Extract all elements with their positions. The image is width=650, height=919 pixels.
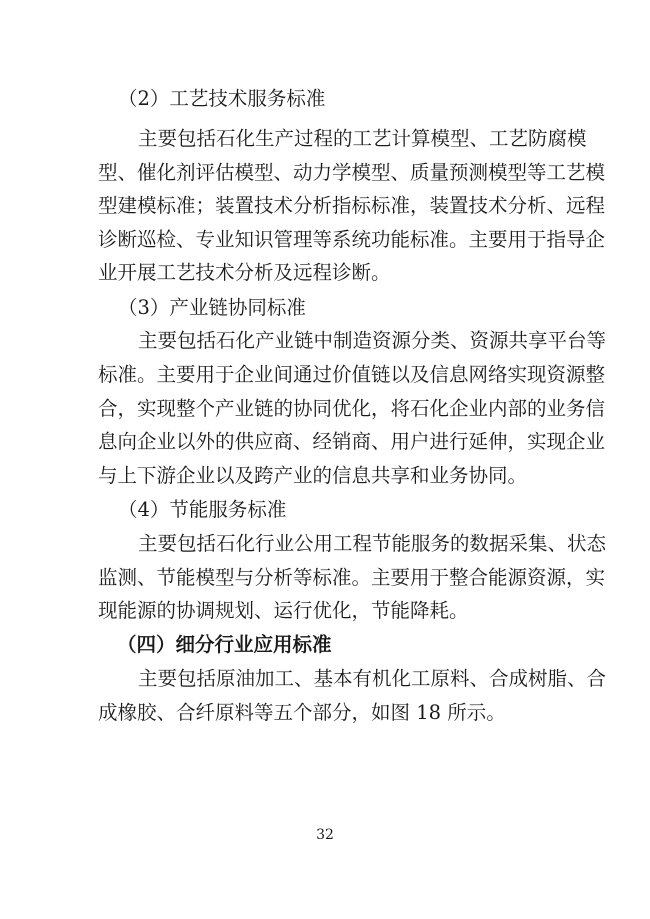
section-four-line-1: 主要包括原油加工、基本有机化工原料、合成树脂、合 (138, 667, 607, 690)
section-3-line-4: 息向企业以外的供应商、经销商、用户进行延伸，实现企业 (98, 430, 606, 453)
section-3-line-1: 主要包括石化产业链中制造资源分类、资源共享平台等 (138, 329, 607, 352)
section-2-line-1: 主要包括石化生产过程的工艺计算模型、工艺防腐模 (138, 127, 587, 150)
section-4-line-2: 监测、节能模型与分析等标准。主要用于整合能源资源，实 (98, 566, 606, 589)
section-3-line-3: 合，实现整个产业链的协同优化，将石化企业内部的业务信 (98, 397, 606, 420)
section-4-heading: （4）节能服务标准 (118, 498, 287, 521)
section-3-heading: （3）产业链协同标准 (118, 296, 306, 319)
page-number: 32 (316, 827, 334, 843)
section-four-heading: （四）细分行业应用标准 (117, 633, 332, 656)
section-2-heading: （2）工艺技术服务标准 (118, 87, 326, 110)
section-2-line-5: 业开展工艺技术分析及远程诊断。 (98, 261, 391, 284)
section-4-line-3: 现能源的协调规划、运行优化，节能降耗。 (98, 599, 469, 622)
section-2-line-4: 诊断巡检、专业知识管理等系统功能标准。主要用于指导企 (98, 228, 606, 251)
section-four-line-2: 成橡胶、合纤原料等五个部分，如图 18 所示。 (98, 701, 506, 724)
section-4-line-1: 主要包括石化行业公用工程节能服务的数据采集、状态 (138, 532, 607, 555)
section-3-line-2: 标准。主要用于企业间通过价值链以及信息网络实现资源整 (98, 363, 606, 386)
section-3-line-5: 与上下游企业以及跨产业的信息共享和业务协同。 (98, 464, 528, 487)
section-2-line-3: 型建模标准；装置技术分析指标标准，装置技术分析、远程 (98, 194, 606, 217)
section-2-line-2: 型、催化剂评估模型、动力学模型、质量预测模型等工艺模 (98, 161, 606, 184)
